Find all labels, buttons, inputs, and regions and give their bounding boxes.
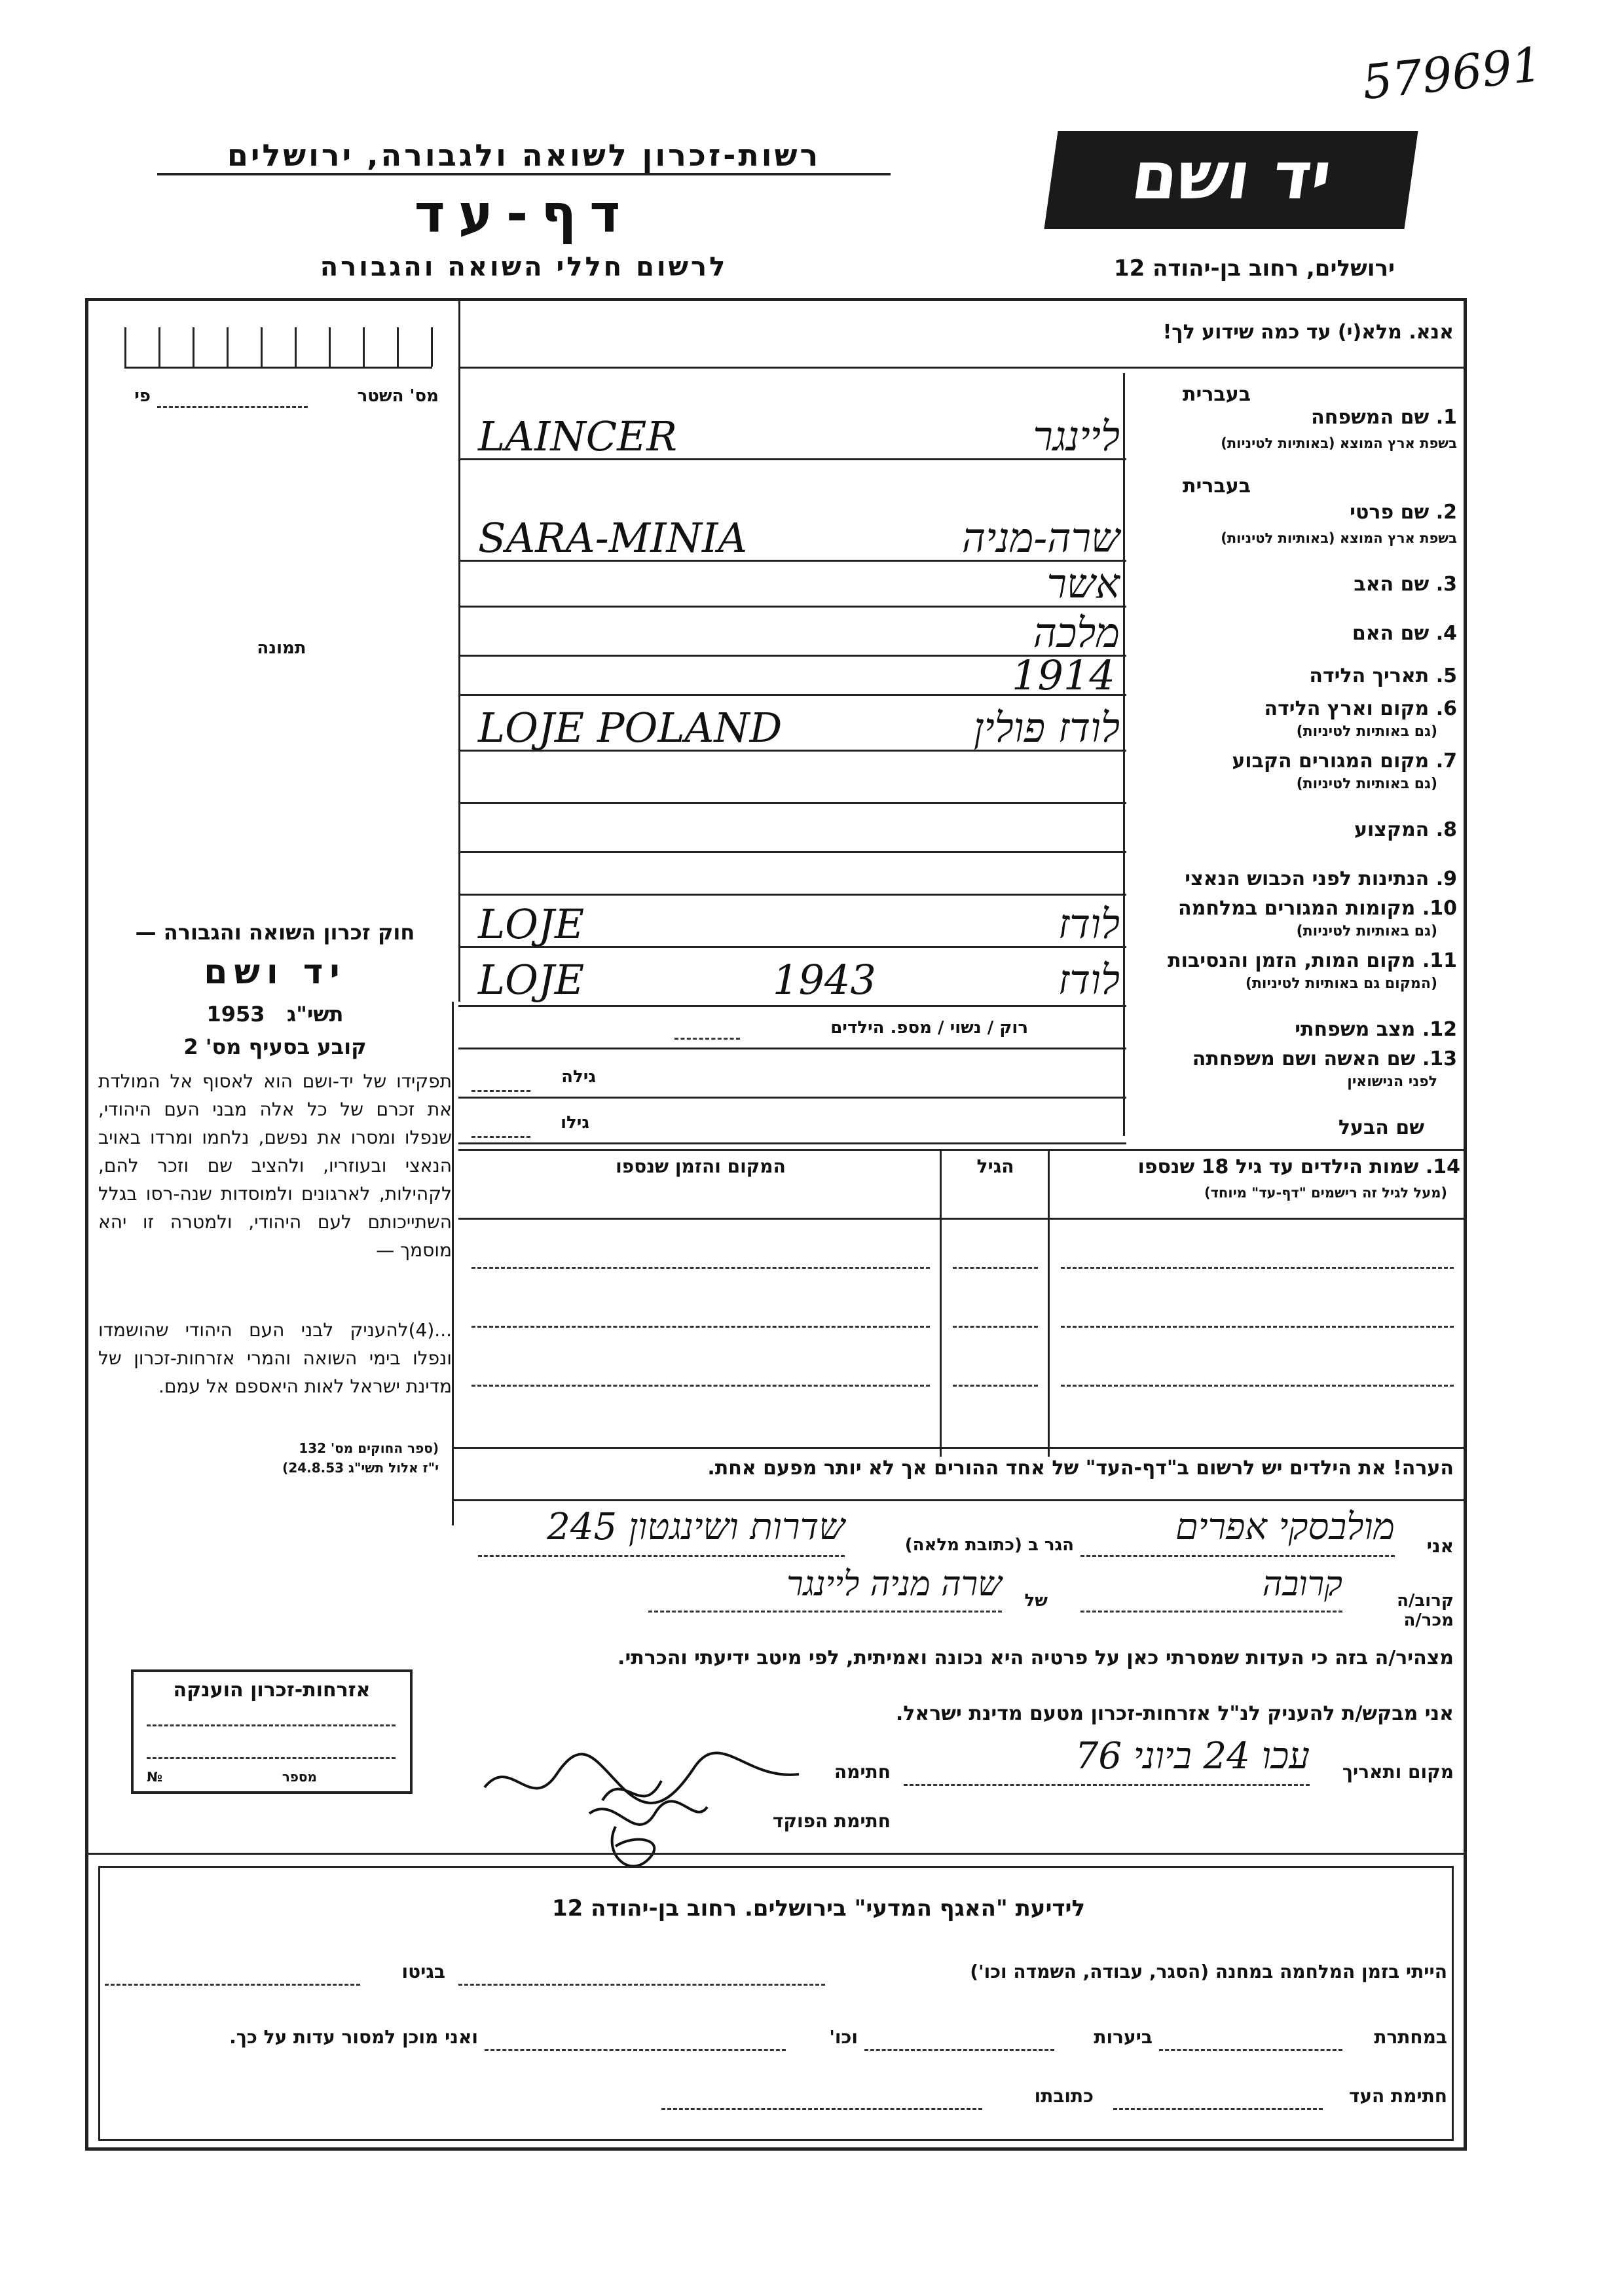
bottom-line3-b: כתובתו: [1034, 2085, 1094, 2107]
f14-num: 14.: [1425, 1156, 1460, 1178]
f14-age-col: הגיל: [976, 1156, 1014, 1177]
bottom-line2-b: ביערות: [1094, 2026, 1153, 2048]
f5-num: 5.: [1435, 665, 1457, 687]
f11-value-latin: LOJE: [478, 956, 585, 1004]
f11-label-row: [1130, 949, 1457, 972]
f8-num: 8.: [1435, 818, 1457, 841]
f5-label: תאריך הלידה: [1309, 665, 1430, 687]
f11-value-heb: לודז: [1058, 956, 1120, 1004]
citizenship-box-title: אזרחות-זכרון הוענקה: [173, 1679, 371, 1702]
f4-value: מלכה: [1033, 609, 1120, 657]
logo: [1044, 131, 1418, 229]
f14-place-col: המקום והזמן שנספו: [616, 1156, 786, 1177]
citizenship-box: [131, 1669, 413, 1794]
law-section: קובע בסעיף מס' 2: [183, 1034, 367, 1059]
f5-value: 1914: [1012, 651, 1115, 699]
f7-sub: (גם באותיות לטיניות): [1296, 776, 1437, 792]
f13-label: שם האשה ושם משפחתה: [1192, 1048, 1416, 1070]
signature-label: חתימה: [834, 1761, 891, 1783]
f11-num: 11.: [1422, 949, 1457, 972]
f2-sub: בשפת ארץ המוצא (באותיות לטיניות): [1221, 530, 1457, 546]
f2-num: 2.: [1435, 501, 1457, 524]
f11-sub: (המקום גם באותיות לטיניות): [1245, 975, 1437, 992]
bottom-line1-b: בגיטו: [401, 1961, 445, 1982]
f4-num: 4.: [1435, 622, 1457, 645]
official-signature-label: חתימת הפוקד: [772, 1810, 891, 1832]
declarant-i-value: מולבסקי אפרים: [1175, 1506, 1395, 1548]
bottom-line1-a: הייתי בזמן המלחמה במחנה (הסגר, עבודה, השמדה וכו'): [970, 1961, 1447, 1982]
f6-num: 6.: [1435, 697, 1457, 720]
f10-sub: (גם באותיות לטיניות): [1296, 923, 1437, 939]
f1-label: שם המשפחה: [1311, 406, 1430, 429]
f12-num: 12.: [1422, 1018, 1457, 1041]
place-date-value: עכו 24 ביוני 76: [1075, 1735, 1310, 1777]
f7-label: מקום המגורים הקבוע: [1232, 750, 1430, 773]
f13-label-row: [1130, 1048, 1457, 1070]
of-value: שרה מניה ליינגר: [786, 1565, 1002, 1604]
f10-num: 10.: [1422, 897, 1457, 920]
law-ref1: (ספר החוקים מס' 132: [299, 1440, 439, 1456]
f6-value-heb: לודז פולין: [973, 704, 1120, 752]
f8-label-row: [1130, 818, 1457, 841]
resides-value: שדרות ושינגטון 245: [547, 1506, 845, 1548]
husband-label: שם הבעל: [1338, 1116, 1424, 1139]
page-number: 579691: [1359, 36, 1545, 111]
logo-text: יד ושם: [1127, 137, 1337, 214]
declare-text: מצהיר/ה בזה כי העדות שמסרתי כאן על פרטיה היא נכונה ואמיתית, לפי מיטב ידיעתי והכרתי.: [618, 1647, 1454, 1669]
f7-label-row: [1130, 750, 1457, 773]
f9-label: הנתינות לפני הכבוש הנאצי: [1185, 867, 1430, 890]
f10-value-heb: לודז: [1058, 900, 1120, 948]
f13-num: 13.: [1422, 1048, 1457, 1070]
bottom-line3-a: חתימת העד: [1348, 2085, 1447, 2107]
f10-label-row: [1130, 897, 1457, 920]
form-title: דף-עד: [414, 183, 634, 244]
f2-heb-tag: בעברית: [1183, 475, 1251, 498]
f11-value-year: 1943: [773, 956, 876, 1004]
law-ref2: י"ז אלול תשי"ג 24.8.53): [282, 1460, 439, 1476]
f1-num: 1.: [1435, 406, 1457, 429]
f7-num: 7.: [1435, 750, 1457, 773]
f12-options: רוק / נשוי / מספ. הילדים: [830, 1018, 1028, 1038]
f2-value-latin: SARA-MINIA: [478, 514, 748, 562]
f2-value-heb: שרה-מניה: [961, 514, 1120, 562]
request-text: אני מבקש/ת להעניק לנ"ל אזרחות-זכרון מטעם מדינת ישראל.: [895, 1702, 1454, 1725]
bottom-title: לידיעת "האגף המדעי" בירושלים. רחוב בן-יהודה 12: [551, 1895, 1086, 1922]
law-title: חוק זכרון השואה והגבורה —: [135, 920, 415, 945]
relative-label: קרוב/ה מכר/ה: [1397, 1591, 1454, 1630]
org-header: רשות-זכרון לשואה ולגבורה, ירושלים: [157, 137, 891, 175]
cert-number-boxes: [124, 327, 432, 369]
f3-value: אשר: [1046, 560, 1120, 608]
f5-label-row: [1130, 665, 1457, 687]
law-name: יד ושם: [204, 953, 346, 992]
bottom-line2-d: ואני מוכן למסור עדות על כך.: [229, 2026, 478, 2048]
note: הערה! את הילדים יש לרשום ב"דף-העד" של אחד ההורים אך לא יותר מפעם אחת.: [707, 1457, 1454, 1480]
f2-label: שם פרטי: [1350, 501, 1430, 524]
f3-label: שם האב: [1354, 573, 1430, 596]
f12-label-row: [1130, 1018, 1457, 1041]
f2-label-row: [1130, 501, 1457, 524]
f3-label-row: [1130, 573, 1457, 596]
f14-label: שמות הילדים עד גיל 18 שנספו: [1137, 1156, 1419, 1178]
f1-value-heb: ליינגר: [1033, 412, 1120, 460]
law-year-row: [98, 1002, 452, 1027]
bottom-line2-c: וכו': [829, 2026, 858, 2048]
f6-label: מקום וארץ הלידה: [1264, 697, 1430, 720]
declarant-i-label: אני: [1426, 1535, 1454, 1557]
f13-sub: לפני הנישואין: [1347, 1074, 1437, 1090]
f6-sub: (גם באותיות לטיניות): [1296, 723, 1437, 740]
f9-label-row: [1130, 867, 1457, 890]
form-subtitle: לרשום חללי השואה והגבורה: [320, 252, 728, 282]
f1-heb-tag: בעברית: [1183, 383, 1251, 406]
f9-num: 9.: [1435, 867, 1457, 890]
law-year: 1953: [206, 1002, 265, 1027]
law-text2: ...(4)להעניק לבני העם היהודי שהושמדו ונפלו בימי השואה והמרי אזרחות-זכרון של מדינת ישראל לאות היאספם אל עמם.: [98, 1319, 452, 1397]
f6-value-latin: LOJE POLAND: [478, 704, 783, 752]
cert-number-label: מס' השטר: [357, 386, 439, 406]
photo-label: תמונה: [257, 638, 306, 658]
f4-label: שם האם: [1352, 622, 1430, 645]
f13-age: גילה: [561, 1067, 596, 1087]
f1-label-row: [1130, 406, 1457, 429]
f12-label: מצב משפחתי: [1295, 1018, 1416, 1041]
f1-sub: בשפת ארץ המוצא (באותיות לטיניות): [1221, 435, 1457, 451]
law-text: תפקידו של יד-ושם הוא לאסוף אל המולדת את זכרם של כל אלה מבני העם היהודי, שנפלו ומסרו את נפשם, נלחמו ומרדו באויב הנאצי ובעוזריו, ולהציב שם וזכר להם, לקהילות, לארגונים ולמוסדות שנה-רסו בגלל השתייכותם לעם היהודי, ולמטרה זו יהא מוסמך —: [98, 1070, 452, 1261]
f8-label: המקצוע: [1354, 818, 1430, 841]
place-date-label: מקום ותאריך: [1342, 1761, 1454, 1783]
f14-label-row: [1054, 1156, 1460, 1178]
of-label: של: [1024, 1591, 1048, 1611]
bottom-line2-a: במחתרת: [1374, 2026, 1447, 2048]
husband-age: גילו: [561, 1113, 589, 1133]
relative-value: קרובה: [1262, 1565, 1342, 1604]
citizenship-no: מספר: [282, 1769, 317, 1785]
address: ירושלים, רחוב בן-יהודה 12: [1113, 255, 1395, 282]
citizenship-no-sym: №: [147, 1769, 163, 1785]
f10-value-latin: LOJE: [478, 900, 585, 948]
please-fill: אנא. מלא(י) עד כמה שידוע לך!: [1162, 321, 1454, 344]
resides-label: הגר ב (כתובת מלאה): [904, 1535, 1074, 1555]
f1-value-latin: LAINCER: [478, 412, 678, 460]
f11-label: מקום המות, הזמן והנסיבות: [1168, 949, 1416, 972]
f4-label-row: [1130, 622, 1457, 645]
law-year-heb: תשי"ג: [286, 1002, 344, 1027]
cert-number-suffix: פי: [134, 386, 151, 406]
f3-num: 3.: [1435, 573, 1457, 596]
f14-sub: (מעל לגיל זה רישמים "דף-עד" מיוחד): [1204, 1185, 1447, 1201]
f6-label-row: [1130, 697, 1457, 720]
f10-label: מקומות המגורים במלחמה: [1178, 897, 1416, 920]
